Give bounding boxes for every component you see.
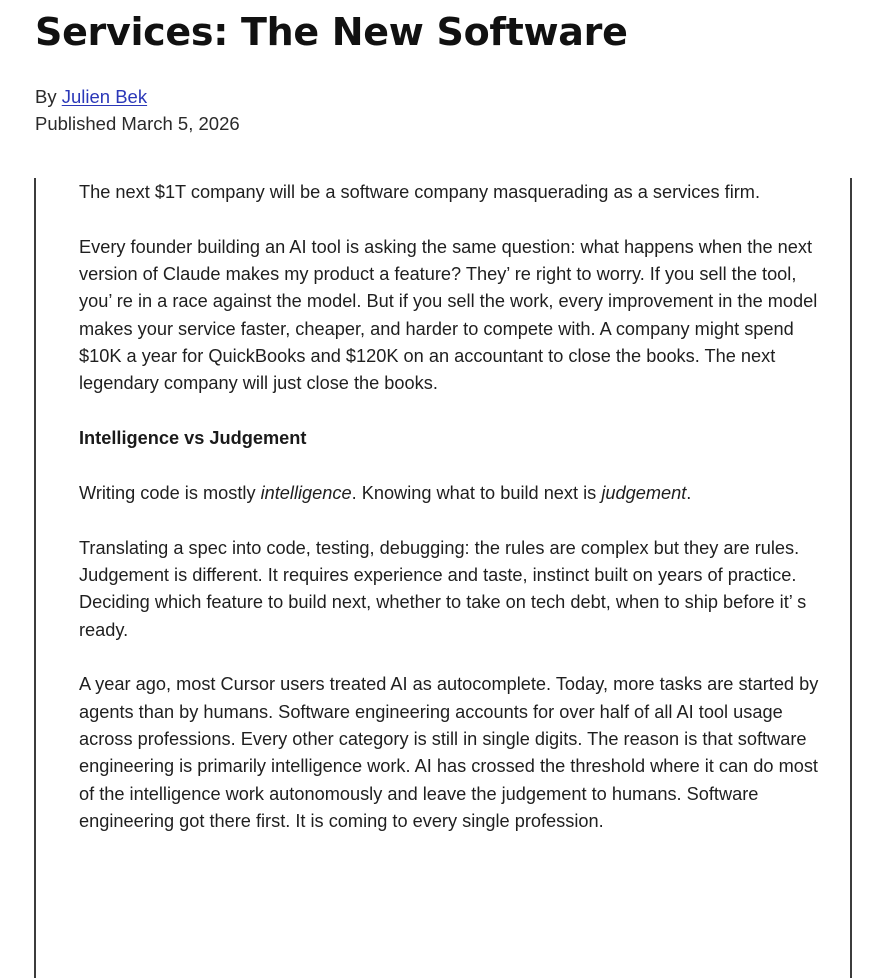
published-date: Published March 5, 2026 (35, 113, 240, 134)
emphasis-judgement: judgement (601, 482, 687, 503)
paragraph-founders: Every founder building an AI tool is asking the same question: what happens when the next version of Claude makes my product a feature? They’ re right to worry. If you sell the tool, you’ re in a race against the model. But if you sell the work, every improvement in the model makes your service faster, cheaper, and harder to compete with. A company might spend $10K a year for QuickBooks and $120K on an accountant to close the books. The next legendary company will just close the books. (79, 236, 818, 394)
article-meta (35, 83, 240, 137)
text-run: . Knowing what to build next is (351, 482, 602, 503)
author-link[interactable]: Julien Bek (61, 86, 148, 107)
emphasis-intelligence: intelligence (260, 482, 352, 503)
section-heading: Intelligence vs Judgement (79, 428, 307, 449)
paragraph-intelligence (79, 480, 819, 507)
byline (35, 83, 240, 110)
byline-prefix: By (35, 86, 62, 107)
paragraph-intro: The next $1T company will be a software company masquerading as a services firm. (79, 182, 760, 202)
article-body (79, 179, 819, 863)
paragraph-judgement: Translating a spec into code, testing, debugging: the rules are complex but they are rules. Judgement is different. It requires experience and taste, instinct built on years of practice. Deciding which feature to build next, whether to take on tech debt, when to ship before it’ s ready. (79, 537, 807, 640)
article-title: Services: The New Software (35, 10, 628, 54)
text-run: . (686, 482, 692, 503)
text-run: Writing code is mostly (79, 482, 261, 503)
paragraph-cursor: A year ago, most Cursor users treated AI as autocomplete. Today, more tasks are started by agents than by humans. Software engineering accounts for over half of all AI tool usage across professions. Every other category is still in single digits. The reason is that software engineering is primarily intelligence work. AI has crossed the threshold where it can do most of the intelligence work autonomously and leave the judgement to humans. Software engineering got there first. It is coming to every single profession. (79, 674, 819, 831)
